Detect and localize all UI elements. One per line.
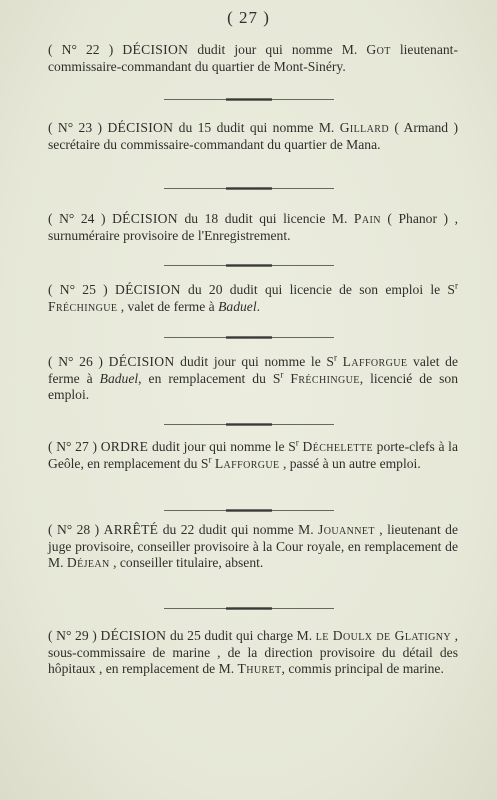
person-name: Pain — [353, 211, 381, 226]
entry-28 — [48, 522, 458, 572]
divider — [164, 423, 334, 426]
person-name: Gillard — [339, 120, 389, 135]
entry-text: , commis principal de marine. — [281, 661, 444, 676]
entry-number: ( N° 22 ) — [48, 42, 114, 57]
entry-text: , sous-commissaire de marine , de la direction provisoire du détail des hôpitaux , en remplacement de M. — [48, 628, 458, 676]
entry-number: ( N° 26 ) — [48, 354, 103, 369]
entry-25 — [48, 282, 458, 315]
entry-text: du 20 dudit qui licencie de son emploi le S — [180, 282, 455, 297]
divider-rule — [164, 423, 334, 426]
entry-text: , en remplacement du S — [138, 370, 281, 386]
page-number: ( 27 ) — [227, 8, 270, 27]
divider-rule — [164, 98, 334, 101]
person-name: Got — [366, 42, 391, 57]
entry-23 — [48, 120, 458, 153]
entry-type: DÉCISION — [114, 282, 181, 297]
entry-text: du 22 dudit qui nomme M. — [158, 522, 319, 537]
entry-number: ( N° 25 ) — [48, 282, 108, 297]
person-name: Fréchingue — [48, 298, 118, 314]
entry-number: ( N° 29 ) — [48, 628, 97, 643]
entry-type: DÉCISION — [122, 42, 189, 57]
entry-text: r — [295, 437, 299, 448]
entry-text: dudit jour qui nomme M. — [188, 42, 367, 57]
entry-text: r — [280, 368, 284, 379]
entry-22 — [48, 42, 458, 75]
divider-rule — [164, 509, 334, 512]
entry-text: dudit jour qui nomme le S — [148, 439, 296, 454]
entry-text: ( Phanor ) , surnuméraire provisoire de l'Enregistrement. — [48, 211, 458, 243]
place-name: Baduel — [99, 370, 139, 386]
person-name: Lafforgue — [342, 354, 408, 369]
entry-number: ( N° 23 ) — [48, 120, 103, 135]
entry-number: ( N° 27 ) — [48, 439, 97, 454]
entry-text: , licencié de son emploi. — [48, 370, 458, 402]
divider — [164, 187, 334, 190]
entry-text: ( Armand ) secrétaire du commissaire-commandant du quartier de Mana. — [48, 120, 458, 152]
place-name: Baduel — [218, 298, 257, 314]
entry-text: porte-clefs à la Geôle, en remplacement du S — [48, 439, 458, 471]
person-name: Thuret — [237, 661, 282, 676]
entry-text: . — [256, 298, 261, 314]
person-name: Jouannet — [318, 522, 375, 537]
entry-type: DÉCISION — [107, 120, 174, 135]
entry-text: , conseiller titulaire, absent. — [109, 555, 264, 570]
divider — [164, 98, 334, 101]
divider — [164, 607, 334, 610]
entry-text: , lieutenant de juge provisoire, conseiller provisoire à la Cour royale, en remplacement de M. — [48, 522, 458, 570]
person-name: Déjean — [66, 555, 110, 570]
entry-type: DÉCISION — [100, 628, 167, 643]
entry-type: DÉCISION — [112, 211, 178, 226]
divider-rule — [164, 336, 334, 339]
entry-text: , passé à un autre emploi. — [279, 455, 421, 471]
entry-number: ( N° 24 ) — [48, 211, 106, 226]
entry-text: lieutenant-commissaire-commandant du quartier de Mont-Sinéry. — [48, 42, 458, 74]
person-name: le Doulx de Glatigny — [315, 628, 451, 643]
entry-type: ORDRE — [100, 439, 149, 454]
divider-rule — [164, 264, 334, 267]
person-name: Fréchingue — [290, 370, 360, 386]
entry-text: du 25 dudit qui charge M. — [166, 628, 316, 643]
entry-text: du 15 dudit qui nomme M. — [173, 120, 340, 135]
entry-text: r — [455, 280, 458, 291]
entry-29 — [48, 628, 458, 678]
person-name: Déchelette — [302, 439, 373, 454]
entry-24 — [48, 211, 458, 244]
divider-rule — [164, 187, 334, 190]
entry-27 — [48, 439, 458, 472]
entry-type: DÉCISION — [108, 354, 175, 369]
person-name: Lafforgue — [214, 455, 280, 471]
entry-type: ARRÊTÉ — [103, 522, 159, 537]
entry-text: , valet de ferme à — [117, 298, 219, 314]
divider — [164, 336, 334, 339]
divider — [164, 509, 334, 512]
entry-text: du 18 dudit qui licencie M. — [177, 211, 354, 226]
entry-text: valet de ferme à — [48, 354, 458, 386]
entry-text: r — [333, 352, 337, 363]
entry-text: dudit jour qui nomme le S — [174, 354, 334, 369]
divider-rule — [164, 607, 334, 610]
entry-text: r — [208, 453, 212, 464]
entry-number: ( N° 28 ) — [48, 522, 100, 537]
entry-26 — [48, 354, 458, 404]
divider — [164, 264, 334, 267]
